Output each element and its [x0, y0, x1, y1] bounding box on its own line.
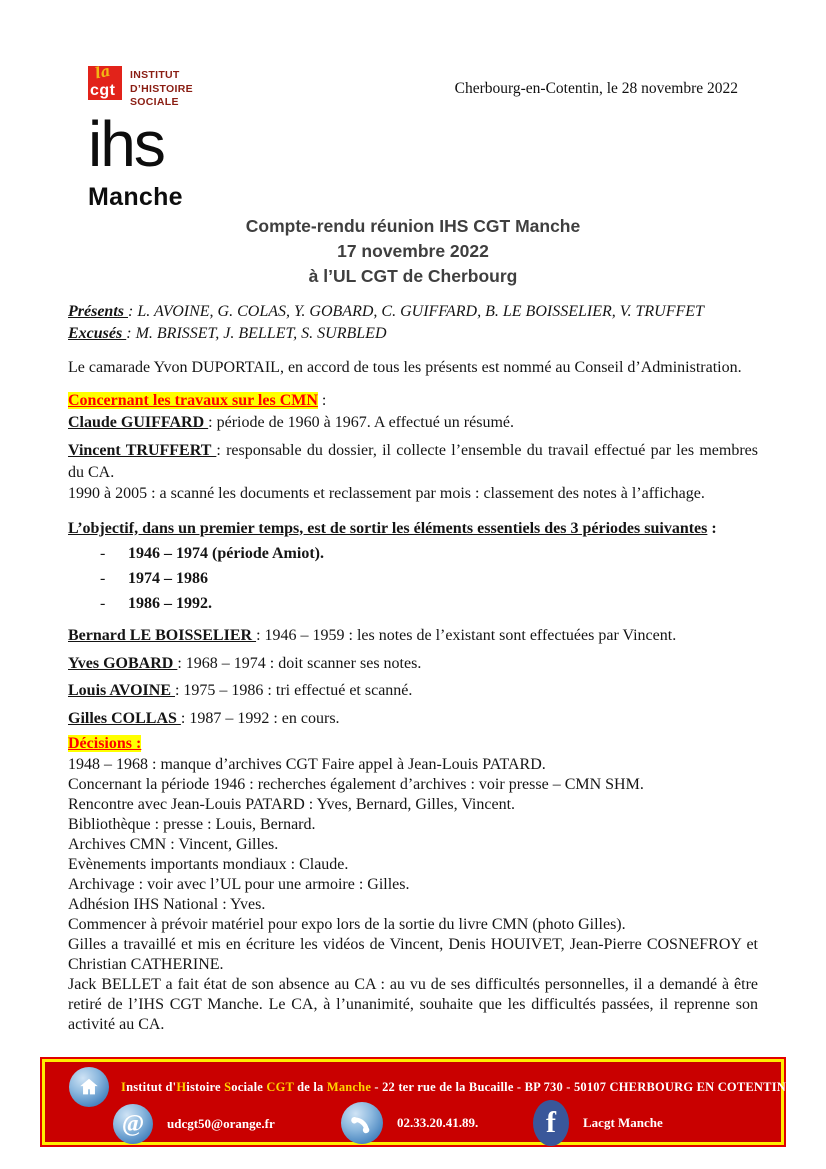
guiffard-name: Claude GUIFFARD — [68, 413, 209, 431]
decisions-heading-line — [68, 733, 758, 755]
assignment-line — [68, 625, 758, 647]
bullet-dash: - — [100, 545, 106, 562]
decisions-heading: Décisions : — [68, 735, 142, 752]
address-segment: I — [121, 1079, 127, 1094]
period-2: 1974 – 1986 — [128, 570, 208, 587]
footer-banner — [40, 1057, 786, 1147]
intro-paragraph: Le camarade Yvon DUPORTAIL, en accord de tous les présents est nommé au Conseil d’Administration. — [68, 359, 742, 376]
decision-line: Archives CMN : Vincent, Gilles. — [68, 836, 279, 853]
decision-line: Archivage : voir avec l’UL pour une armoire : Gilles. — [68, 876, 410, 893]
footer-email-group — [113, 1104, 275, 1144]
bullet-dash: - — [100, 595, 106, 612]
decision-line: Concernant la période 1946 : recherches également d’archives : voir presse – CMN SHM. — [68, 776, 644, 793]
assignment-line — [68, 653, 758, 675]
address-segment: - 22 ter rue de la Bucaille - BP 730 - 50107 CHERBOURG EN COTENTIN — [371, 1079, 786, 1094]
scan-line: 1990 à 2005 : a scanné les documents et reclassement par mois : classement des notes à l’affichage. — [68, 485, 705, 502]
decisions-list — [68, 755, 758, 1035]
institute-line: INSTITUT — [130, 69, 180, 81]
list-item — [68, 543, 758, 564]
ihs-logo — [88, 61, 193, 212]
institute-line: D’HISTOIRE — [130, 82, 193, 95]
footer-phone-group — [341, 1102, 478, 1144]
region-label: Manche — [88, 182, 183, 211]
footer-inner — [42, 1059, 784, 1145]
list-item — [68, 568, 758, 589]
address-segment: CGT — [266, 1079, 294, 1094]
title-line-2: 17 novembre 2022 — [337, 241, 489, 261]
footer-address-row — [69, 1067, 786, 1107]
facebook-icon: f — [533, 1100, 569, 1146]
decision-line: Jack BELLET a fait état de son absence au CA : au vu de ses difficultés personnelles, il a demandé à être retiré de l’IHS CGT Manche. Le CA, à l’unanimité, souhaite que les difficultés passées, il reprenne son activité au CA. — [68, 976, 758, 1033]
attendance-block — [68, 301, 758, 345]
footer-email: udcgt50@orange.fr — [167, 1116, 275, 1131]
truffert-paragraph — [68, 440, 758, 483]
phone-icon — [341, 1102, 383, 1144]
cgt-logo — [88, 61, 122, 100]
assignee-name: Yves GOBARD — [68, 654, 178, 672]
bullet-dash: - — [100, 570, 106, 587]
guiffard-text: : période de 1960 à 1967. A effectué un résumé. — [208, 413, 514, 431]
ihs-wordmark: ihs — [88, 107, 164, 180]
period-3: 1986 – 1992. — [128, 595, 212, 612]
assignment-text: : 1968 – 1974 : doit scanner ses notes. — [177, 654, 422, 672]
footer-phone: 02.33.20.41.89. — [397, 1115, 479, 1130]
truffert-text: : responsable du dossier, il collecte l’ensemble du travail effectué par les membres du CA. — [68, 442, 758, 481]
address-segment: Manche — [326, 1079, 372, 1094]
decision-line: Adhésion IHS National : Yves. — [68, 896, 266, 913]
assignment-line — [68, 680, 758, 702]
list-item — [68, 593, 758, 614]
address-segment: istoire — [186, 1079, 225, 1094]
decision-line: Evènements importants mondiaux : Claude. — [68, 856, 349, 873]
address-segment: S — [224, 1079, 232, 1094]
title-line-1: Compte-rendu réunion IHS CGT Manche — [245, 216, 581, 236]
title-line-3: à l’UL CGT de Cherbourg — [308, 266, 518, 286]
decision-line: 1948 – 1968 : manque d’archives CGT Faire appel à Jean-Louis PATARD. — [68, 756, 546, 773]
cmn-heading-line — [68, 390, 758, 412]
objective-list — [68, 543, 758, 614]
objective-colon: : — [707, 519, 717, 537]
guiffard-line — [68, 412, 758, 434]
at-icon: @ — [113, 1104, 153, 1144]
cmn-colon: : — [317, 392, 327, 409]
document-body — [68, 301, 758, 1035]
dateline: Cherbourg-en-Cotentin, le 28 novembre 2022 — [454, 80, 738, 97]
objective-heading: L’objectif, dans un premier temps, est de sortir les éléments essentiels des 3 périodes suivantes — [68, 519, 708, 537]
presents-line — [68, 301, 758, 323]
assignee-name: Louis AVOINE — [68, 682, 175, 699]
excuses-label: Excusés — [68, 325, 127, 342]
assignee-name: Bernard LE BOISSELIER — [68, 627, 257, 644]
address-segment: nstitut d' — [126, 1079, 177, 1094]
excuses-line — [68, 323, 758, 345]
address-segment: de la — [293, 1079, 327, 1094]
address-segment: ociale — [231, 1079, 267, 1094]
presents-label: Présents — [68, 303, 128, 320]
decision-line: Commencer à prévoir matériel pour expo lors de la sortie du livre CMN (photo Gilles). — [68, 916, 626, 933]
assignment-text: : 1987 – 1992 : en cours. — [180, 709, 340, 727]
decision-line: Gilles a travaillé et mis en écriture les vidéos de Vincent, Denis HOUIVET, Jean-Pierre COSNEFROY et Christian CATHERINE. — [68, 936, 758, 973]
assignment-text: : 1975 – 1986 : tri effectué et scanné. — [174, 682, 413, 699]
address-segment: H — [176, 1079, 187, 1094]
cmn-heading: Concernant les travaux sur les CMN — [68, 392, 318, 409]
truffert-name: Vincent TRUFFERT — [68, 442, 217, 459]
decision-line: Bibliothèque : presse : Louis, Bernard. — [68, 816, 316, 833]
institute-line: SOCIALE — [130, 96, 179, 108]
home-icon — [69, 1067, 109, 1107]
objective-heading-line — [68, 518, 758, 540]
cgt-la-script: la — [93, 61, 113, 83]
decision-line: Rencontre avec Jean-Louis PATARD : Yves, Bernard, Gilles, Vincent. — [68, 796, 516, 813]
institute-name — [130, 66, 193, 110]
footer-facebook-group — [533, 1100, 663, 1146]
assignment-text: : 1946 – 1959 : les notes de l’existant sont effectuées par Vincent. — [256, 627, 677, 644]
cgt-logo-text: cgt — [90, 82, 116, 99]
excuses-names: : M. BRISSET, J. BELLET, S. SURBLED — [126, 325, 387, 342]
assignment-line — [68, 708, 758, 730]
footer-facebook: Lacgt Manche — [583, 1115, 663, 1130]
presents-names: : L. AVOINE, G. COLAS, Y. GOBARD, C. GUIFFARD, B. LE BOISSELIER, V. TRUFFET — [128, 303, 704, 320]
period-1: 1946 – 1974 (période Amiot). — [128, 545, 324, 562]
assignee-name: Gilles COLLAS — [68, 709, 181, 727]
footer-address — [121, 1080, 786, 1095]
